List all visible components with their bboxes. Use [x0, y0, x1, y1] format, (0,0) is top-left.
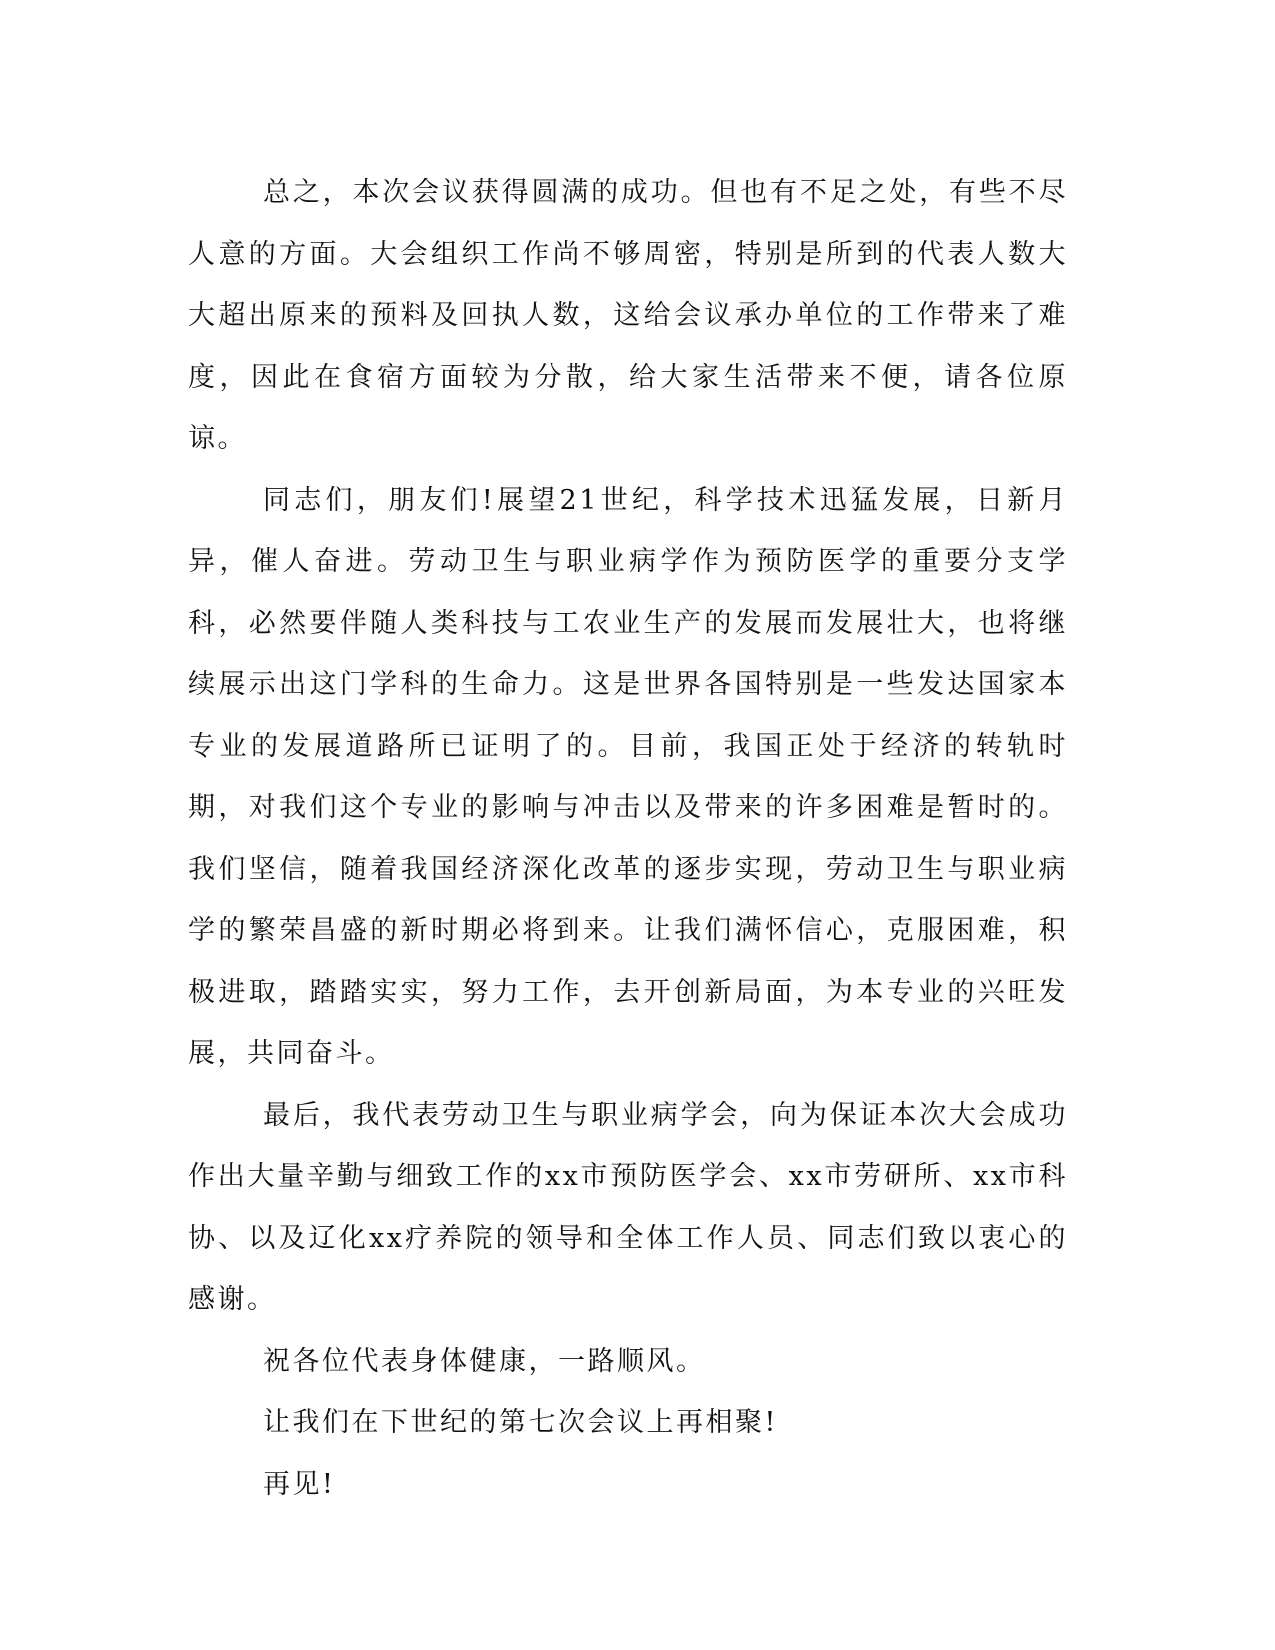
paragraph-thanks: 最后，我代表劳动卫生与职业病学会，向为保证本次大会成功作出大量辛勤与细致工作的xx市预防医学会、xx市劳研所、xx市科协、以及辽化xx疗养院的领导和全体工作人员、同志们致以衷心的感谢。: [188, 1099, 1068, 1315]
paragraph-outlook: 同志们，朋友们!展望21世纪，科学技术迅猛发展，日新月异，催人奋进。劳动卫生与职业病学作为预防医学的重要分支学科，必然要伴随人类科技与工农业生产的发展而发展壮大，也将继续展示出这门学科的生命力。这是世界各国特别是一些发达国家本专业的发展道路所已证明了的。目前，我国正处于经济的转轨时期，对我们这个专业的影响与冲击以及带来的许多困难是暂时的。我们坚信，随着我国经济深化改革的逐步实现，劳动卫生与职业病学的繁荣昌盛的新时期必将到来。让我们满怀信心，克服困难，积极进取，踏踏实实，努力工作，去开创新局面，为本专业的兴旺发展，共同奋斗。: [188, 484, 1068, 1069]
paragraph-farewell: 再见!: [263, 1468, 336, 1500]
paragraph-wishes: 祝各位代表身体健康，一路顺风。: [263, 1345, 706, 1377]
document-body: [188, 162, 1068, 1515]
paragraph-next-meeting: 让我们在下世纪的第七次会议上再相聚!: [263, 1407, 778, 1438]
paragraph-summary: 总之，本次会议获得圆满的成功。但也有不足之处，有些不尽人意的方面。大会组织工作尚不够周密，特别是所到的代表人数大大超出原来的预料及回执人数，这给会议承办单位的工作带来了难度，因此在食宿方面较为分散，给大家生活带来不便，请各位原谅。: [188, 177, 1068, 454]
